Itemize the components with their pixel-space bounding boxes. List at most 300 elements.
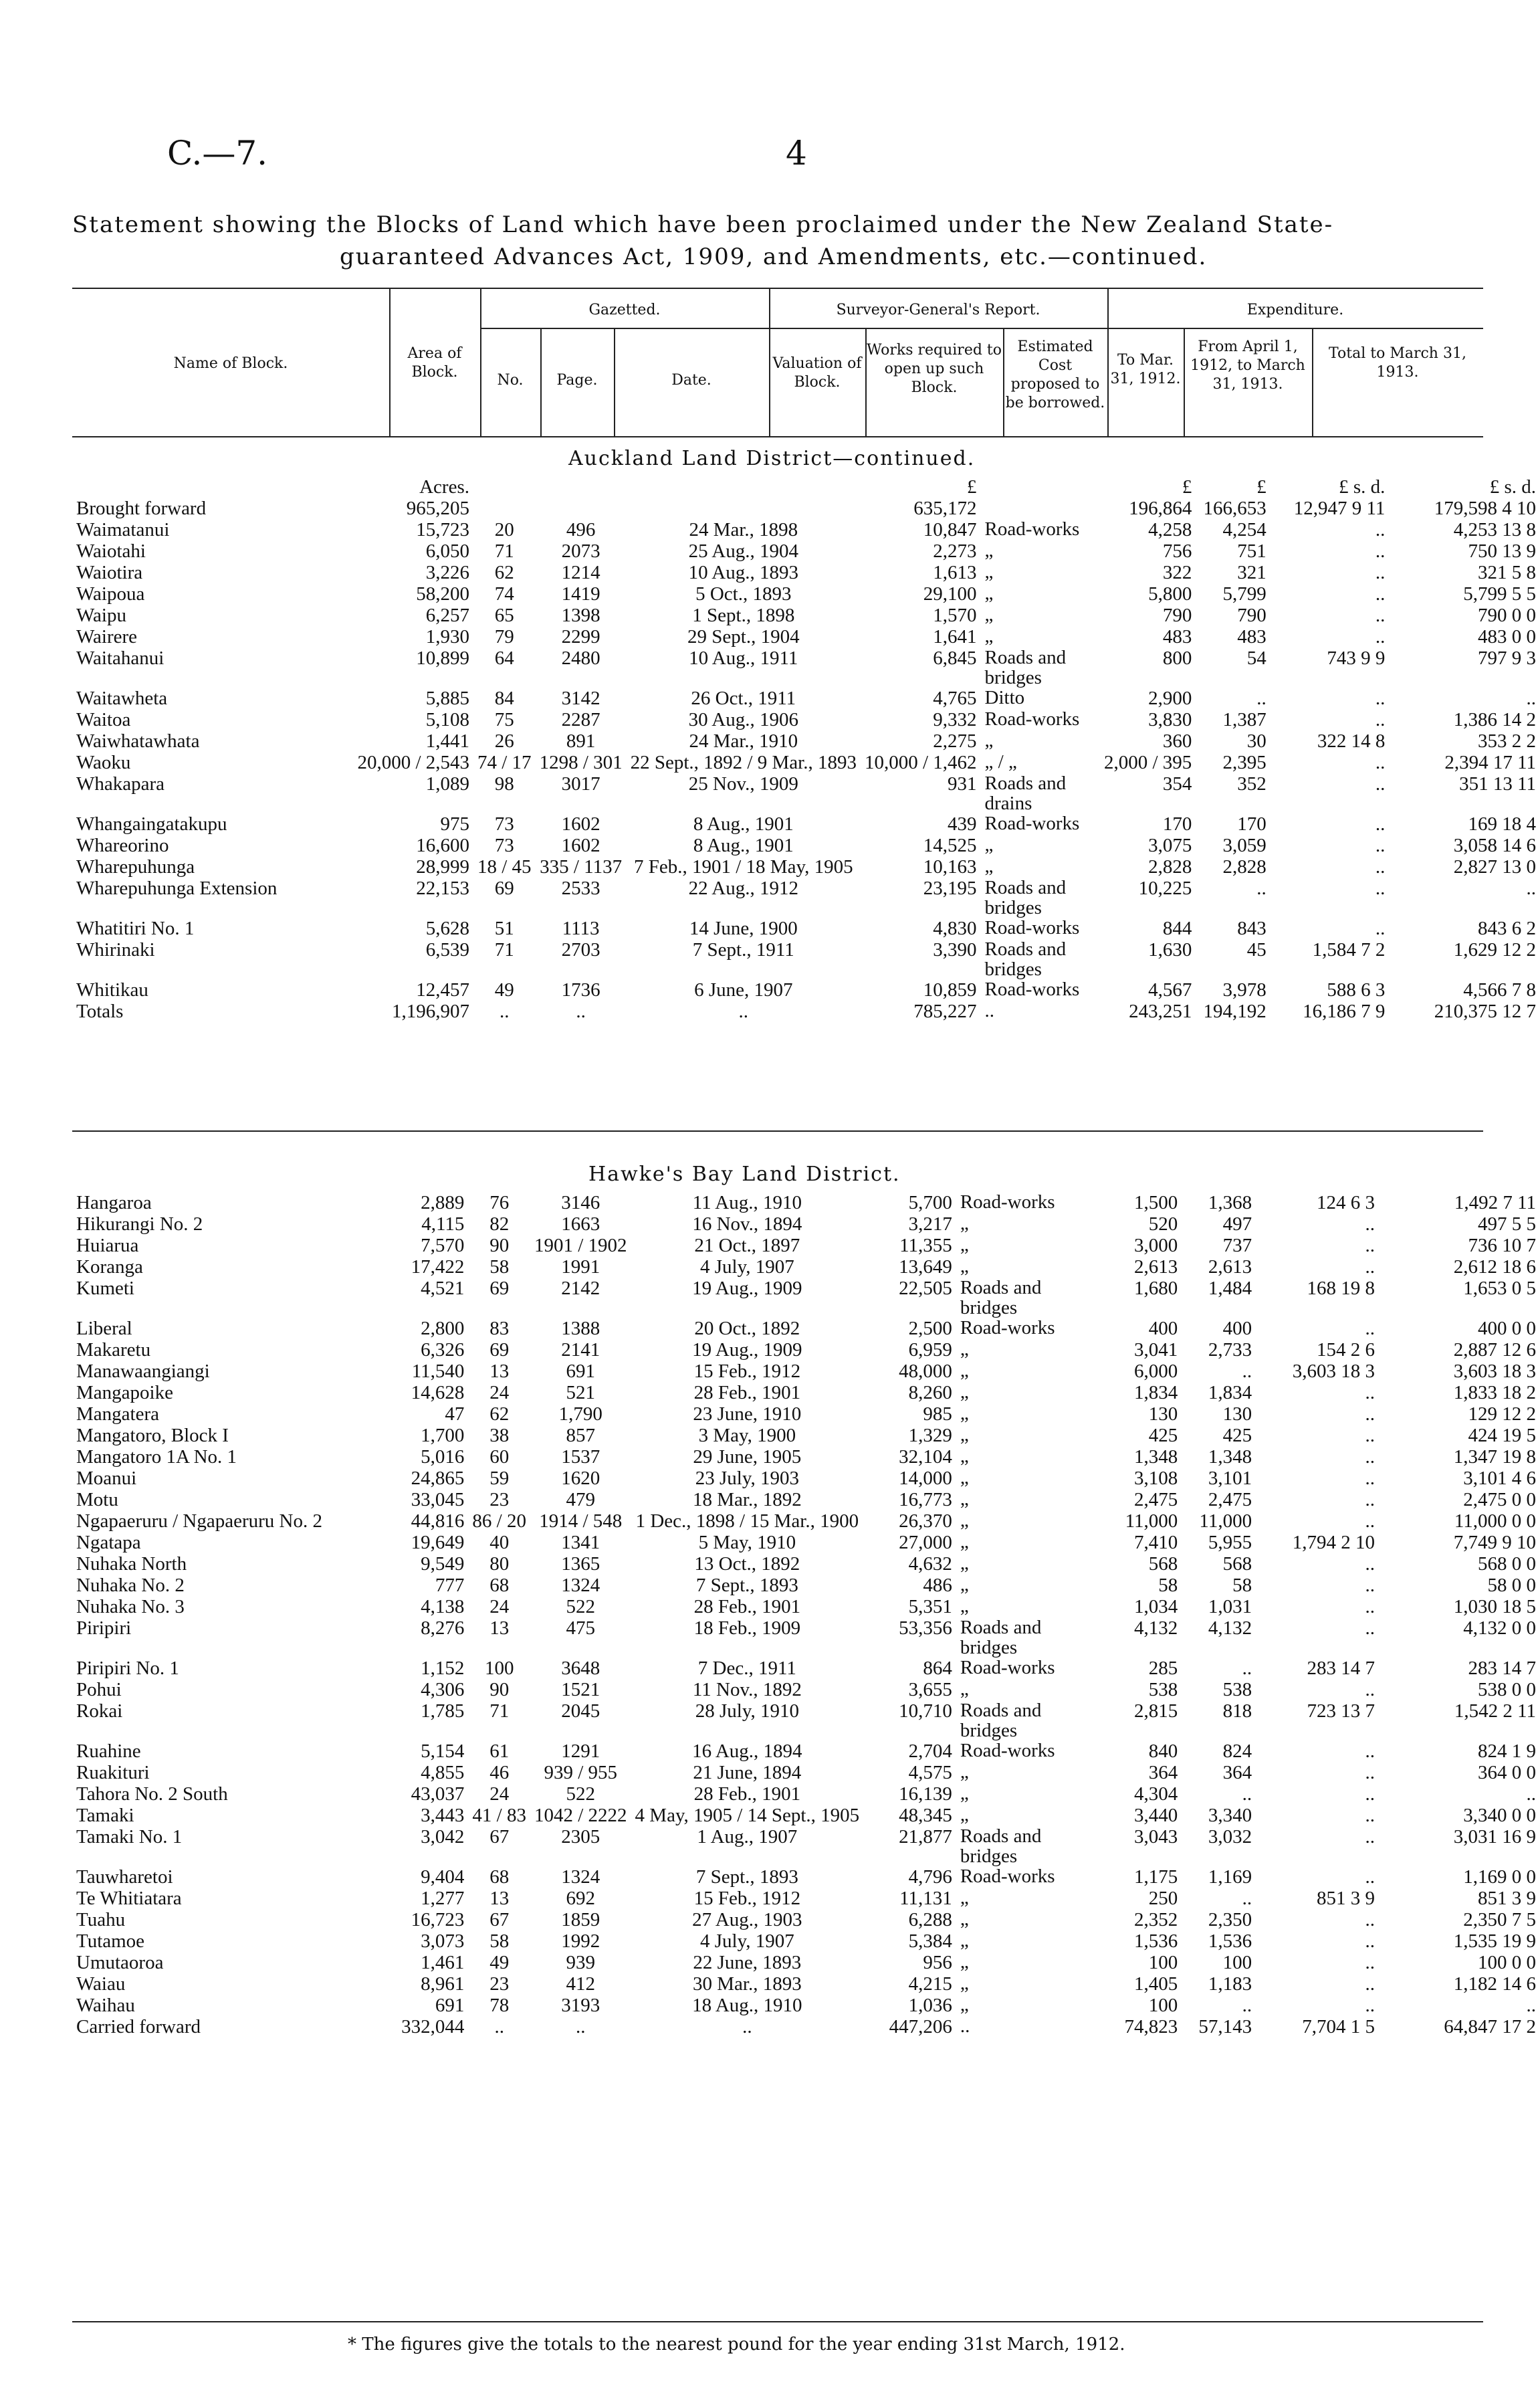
block-name: Brought forward xyxy=(76,498,207,519)
total-to-mar-1913: 824 1 9 xyxy=(1478,1740,1536,1762)
gazette-page: 522 xyxy=(566,1596,595,1617)
expenditure-to-mar-1912: 3,032 xyxy=(1208,1826,1252,1848)
header-bottom-rule xyxy=(72,436,1483,437)
total-to-mar-1913: 3,101 4 6 xyxy=(1463,1468,1536,1489)
area: 6,050 xyxy=(425,540,469,562)
works-required: „ xyxy=(960,1596,969,1617)
expenditure-to-mar-1912: 2,350 xyxy=(1208,1909,1252,1930)
valuation: 9,332 xyxy=(933,709,977,730)
expenditure-1912-13: .. xyxy=(1365,1403,1376,1425)
table-row xyxy=(72,1679,1540,1700)
gazette-no xyxy=(473,498,536,519)
works-required: Roads and bridges xyxy=(984,647,1067,688)
expenditure-1912-13: 743 9 9 xyxy=(1327,647,1386,669)
gazette-no: 59 xyxy=(489,1468,510,1489)
total-to-mar-1913: 1,182 14 6 xyxy=(1453,1973,1536,1995)
area: 20,000 / 2,543 xyxy=(357,752,469,773)
total-to-mar-1913: 364 0 0 xyxy=(1478,1762,1536,1783)
area: 965,205 xyxy=(406,498,469,519)
gazette-page: 1914 / 548 xyxy=(539,1510,623,1532)
expenditure-to-mar-1912: 4,254 xyxy=(1222,519,1267,540)
table-row xyxy=(72,709,1540,730)
area: 2,889 xyxy=(421,1192,465,1213)
block-name: Whitikau xyxy=(76,979,148,1001)
block-name: Tutamoe xyxy=(76,1930,145,1952)
block-name: Motu xyxy=(76,1489,118,1510)
valuation: 439 xyxy=(948,813,977,835)
estimated-cost: 538 xyxy=(1148,1679,1178,1700)
block-name: Moanui xyxy=(76,1468,137,1489)
expenditure-to-mar-1912: 1,183 xyxy=(1208,1973,1252,1995)
works-required: „ xyxy=(960,1805,969,1825)
works-required: Roads and bridges xyxy=(960,1826,1042,1866)
gazette-no: 67 xyxy=(489,1826,510,1848)
gazette-page: 3193 xyxy=(561,1995,600,2016)
gazette-no: 78 xyxy=(489,1995,510,2016)
gazette-no: 40 xyxy=(489,1532,510,1553)
valuation: 32,104 xyxy=(899,1446,952,1468)
gazette-date: 30 Mar., 1893 xyxy=(692,1973,802,1995)
gazette-page: 1991 xyxy=(561,1256,600,1278)
expenditure-to-mar-1912: 130 xyxy=(1222,1403,1252,1425)
gazette-no: 67 xyxy=(489,1909,510,1930)
estimated-cost: 10,225 xyxy=(1138,878,1192,899)
area: 9,549 xyxy=(421,1553,465,1575)
gazette-date: 20 Oct., 1892 xyxy=(694,1318,800,1339)
works-required: „ xyxy=(984,583,994,604)
block-name: Waiotira xyxy=(76,562,143,583)
gazette-date: 28 Feb., 1901 xyxy=(693,1382,801,1403)
gazette-date: 22 June, 1893 xyxy=(693,1952,802,1973)
table-row xyxy=(72,752,1540,773)
area: 1,277 xyxy=(421,1888,465,1909)
gazette-page: 1602 xyxy=(561,835,600,856)
gazette-date: 1 Aug., 1907 xyxy=(697,1826,798,1848)
total-to-mar-1913: 2,475 0 0 xyxy=(1463,1489,1536,1510)
estimated-cost: 196,864 xyxy=(1129,498,1192,519)
gazette-no: 86 / 20 xyxy=(472,1510,526,1532)
area: 44,816 xyxy=(411,1510,465,1532)
valuation: 5,351 xyxy=(908,1596,952,1617)
table-row xyxy=(72,688,1540,709)
area: 15,723 xyxy=(416,519,469,540)
col-works: Works required to open up such Block. xyxy=(866,342,1002,396)
estimated-cost: 2,900 xyxy=(1148,688,1192,709)
total-to-mar-1913: 790 0 0 xyxy=(1478,605,1536,626)
estimated-cost: 568 xyxy=(1148,1553,1178,1575)
gazette-no: 98 xyxy=(494,773,514,795)
gazette-page: 857 xyxy=(566,1425,595,1446)
total-to-mar-1913: 843 6 2 xyxy=(1478,918,1536,939)
estimated-cost: 7,410 xyxy=(1134,1532,1178,1553)
block-name: Hangaroa xyxy=(76,1192,152,1213)
gazette-page: 891 xyxy=(566,730,596,752)
expenditure-to-mar-1912: 751 xyxy=(1237,540,1267,562)
estimated-cost: 1,680 xyxy=(1134,1278,1178,1299)
valuation: 27,000 xyxy=(899,1532,952,1553)
area: 8,961 xyxy=(421,1973,465,1995)
valuation: 48,000 xyxy=(899,1361,952,1382)
expenditure-to-mar-1912: 3,978 xyxy=(1222,979,1267,1001)
gazette-no: 58 xyxy=(489,1930,510,1952)
block-name: Wairere xyxy=(76,626,138,647)
total-to-mar-1913: 1,169 0 0 xyxy=(1463,1866,1536,1888)
total-to-mar-1913: 3,058 14 6 xyxy=(1453,835,1536,856)
total-to-mar-1913: 5,799 5 5 xyxy=(1463,583,1536,605)
gazette-page: 412 xyxy=(566,1973,595,1995)
block-name: Liberal xyxy=(76,1318,132,1339)
area: 4,306 xyxy=(421,1679,465,1700)
works-required: „ xyxy=(960,1235,969,1256)
gazette-date: 15 Feb., 1912 xyxy=(693,1888,801,1909)
expenditure-1912-13: .. xyxy=(1365,1930,1376,1952)
gazette-page: 939 / 955 xyxy=(544,1762,618,1783)
section-separator-rule xyxy=(72,1130,1483,1132)
gazette-no: 79 xyxy=(494,626,514,647)
gazette-date: 10 Aug., 1893 xyxy=(688,562,798,583)
empty-cell xyxy=(473,476,536,498)
table-row xyxy=(72,1658,1540,1679)
gazetted-rule xyxy=(480,328,769,329)
table-row xyxy=(72,1553,1540,1575)
gazette-date: .. xyxy=(738,1001,749,1022)
gazette-no: 13 xyxy=(489,1361,510,1382)
gazette-date xyxy=(627,498,861,519)
gazette-page: 521 xyxy=(566,1382,595,1403)
gazette-date: 19 Aug., 1909 xyxy=(692,1278,802,1299)
gazette-date: 25 Nov., 1909 xyxy=(688,773,798,795)
area: 4,115 xyxy=(421,1213,465,1235)
estimated-cost: 360 xyxy=(1162,730,1192,752)
expenditure-1912-13: .. xyxy=(1365,1489,1376,1510)
expenditure-to-mar-1912: 194,192 xyxy=(1203,1001,1267,1022)
expenditure-to-mar-1912: 3,101 xyxy=(1208,1468,1252,1489)
total-to-mar-1913: 169 18 4 xyxy=(1468,813,1536,835)
gazette-no: 71 xyxy=(494,540,514,562)
table-row xyxy=(72,1995,1540,2016)
valuation: 931 xyxy=(948,773,977,795)
estimated-cost: 1,500 xyxy=(1134,1192,1178,1213)
gazette-no: 49 xyxy=(489,1952,510,1973)
gazette-date: 18 Mar., 1892 xyxy=(692,1489,802,1510)
works-required: Roads and bridges xyxy=(984,939,1067,979)
total-to-mar-1913: 797 9 3 xyxy=(1478,647,1536,669)
estimated-cost: 100 xyxy=(1148,1952,1178,1973)
works-required: „ xyxy=(960,1382,969,1403)
table-row xyxy=(72,1489,1540,1510)
col-surveyor-report: Surveyor-General's Report. xyxy=(836,302,1040,318)
valuation: 48,345 xyxy=(899,1805,952,1826)
table-row xyxy=(72,1805,1540,1826)
block-name: Whirinaki xyxy=(76,939,155,961)
table-row xyxy=(72,1930,1540,1952)
expenditure-1912-13: .. xyxy=(1375,583,1386,605)
expenditure-to-mar-1912: .. xyxy=(1256,878,1267,899)
gazette-no: 100 xyxy=(484,1658,514,1679)
valuation: 13,649 xyxy=(899,1256,952,1278)
gazette-date: 16 Aug., 1894 xyxy=(692,1740,802,1762)
expenditure-1912-13: .. xyxy=(1375,709,1386,730)
works-required: „ xyxy=(960,1575,969,1595)
gazette-date: 29 Sept., 1904 xyxy=(687,626,800,647)
block-name: Ruakituri xyxy=(76,1762,150,1783)
valuation: 26,370 xyxy=(899,1510,952,1532)
works-required: „ xyxy=(984,605,994,625)
gazette-no: 58 xyxy=(489,1256,510,1278)
block-name: Huiarua xyxy=(76,1235,139,1256)
expenditure-to-mar-1912: 483 xyxy=(1237,626,1267,647)
estimated-cost: 364 xyxy=(1148,1762,1178,1783)
col-gazetted: Gazetted. xyxy=(588,302,661,318)
total-to-mar-1913: 483 0 0 xyxy=(1478,626,1536,647)
valuation: 1,613 xyxy=(933,562,977,583)
estimated-cost: 790 xyxy=(1162,605,1192,626)
table-row xyxy=(72,939,1540,979)
expenditure-1912-13: .. xyxy=(1365,1617,1376,1639)
table-row xyxy=(72,1866,1540,1888)
expenditure-1912-13: 588 6 3 xyxy=(1327,979,1386,1001)
block-name: Ngapaeruru / Ngapaeruru No. 2 xyxy=(76,1510,322,1532)
area: 16,600 xyxy=(416,835,469,856)
gazette-date: 22 Sept., 1892 / 9 Mar., 1893 xyxy=(630,752,857,773)
expenditure-to-mar-1912: 100 xyxy=(1222,1952,1252,1973)
estimated-cost: 1,834 xyxy=(1134,1382,1178,1403)
gazette-date: 11 Nov., 1892 xyxy=(692,1679,802,1700)
estimated-cost: 100 xyxy=(1148,1995,1178,2016)
area: 3,226 xyxy=(425,562,469,583)
gazette-page: 1324 xyxy=(561,1866,600,1888)
table-row xyxy=(72,1001,1540,1022)
valuation: 3,390 xyxy=(933,939,977,961)
total-to-mar-1913: 351 13 11 xyxy=(1459,773,1536,795)
works-required: Roads and bridges xyxy=(960,1700,1042,1740)
total-to-mar-1913: 1,833 18 2 xyxy=(1453,1382,1536,1403)
block-name: Waiotahi xyxy=(76,540,146,562)
total-to-mar-1913: 1,653 0 5 xyxy=(1463,1278,1536,1299)
gazette-page: 1537 xyxy=(561,1446,600,1468)
works-required: „ xyxy=(960,1995,969,2015)
estimated-cost: 3,043 xyxy=(1134,1826,1178,1848)
works-required: „ xyxy=(960,1339,969,1360)
valuation: 2,275 xyxy=(933,730,977,752)
estimated-cost: 322 xyxy=(1162,562,1192,583)
works-required: Road-works xyxy=(960,1318,1055,1338)
total-to-mar-1913: 851 3 9 xyxy=(1478,1888,1536,1909)
area: 4,138 xyxy=(421,1596,465,1617)
expenditure-1912-13: .. xyxy=(1365,1973,1376,1995)
estimated-cost: 520 xyxy=(1148,1213,1178,1235)
expenditure-1912-13: .. xyxy=(1365,1235,1376,1256)
expenditure-1912-13: .. xyxy=(1365,1866,1376,1888)
table-row xyxy=(72,1318,1540,1339)
expenditure-1912-13: 283 14 7 xyxy=(1307,1658,1376,1679)
estimated-cost: 130 xyxy=(1148,1403,1178,1425)
expenditure-1912-13: .. xyxy=(1365,1783,1376,1805)
valuation: 5,700 xyxy=(908,1192,952,1213)
gazette-page: 1341 xyxy=(561,1532,600,1553)
gazette-page: 692 xyxy=(566,1888,595,1909)
expenditure-to-mar-1912: 2,733 xyxy=(1208,1339,1252,1361)
total-to-mar-1913: 4,132 0 0 xyxy=(1463,1617,1536,1639)
expenditure-1912-13: 322 14 8 xyxy=(1317,730,1386,752)
block-name: Carried forward xyxy=(76,2016,201,2037)
block-name: Whangaingatakupu xyxy=(76,813,227,835)
gazette-page: 475 xyxy=(566,1617,595,1639)
expenditure-to-mar-1912: 5,955 xyxy=(1208,1532,1252,1553)
block-name: Waipoua xyxy=(76,583,145,605)
gazette-date: 7 Feb., 1901 / 18 May, 1905 xyxy=(634,856,853,878)
works-required: „ xyxy=(960,1256,969,1277)
gazette-date: 4 May, 1905 / 14 Sept., 1905 xyxy=(635,1805,860,1826)
table-row xyxy=(72,813,1540,835)
block-name: Koranga xyxy=(76,1256,143,1278)
area: 5,885 xyxy=(425,688,469,709)
gazette-date: 5 May, 1910 xyxy=(698,1532,796,1553)
gazette-date: 7 Dec., 1911 xyxy=(697,1658,796,1679)
valuation: 4,632 xyxy=(908,1553,952,1575)
valuation: 2,704 xyxy=(908,1740,952,1762)
gazette-page: 1736 xyxy=(561,979,600,1001)
table-row xyxy=(72,1361,1540,1382)
gazette-date: 28 July, 1910 xyxy=(695,1700,799,1722)
gazette-page: 1,790 xyxy=(558,1403,602,1425)
area: 1,196,907 xyxy=(392,1001,469,1022)
gazette-page: 1992 xyxy=(561,1930,600,1952)
valuation: 635,172 xyxy=(913,498,977,519)
gazette-no: .. xyxy=(494,2016,504,2037)
block-name: Totals xyxy=(76,1001,124,1022)
estimated-cost: 6,000 xyxy=(1134,1361,1178,1382)
expenditure-1912-13: .. xyxy=(1365,1805,1376,1826)
table-row xyxy=(72,647,1540,688)
gazette-date: .. xyxy=(742,2016,752,2037)
col-valuation: Valuation of Block. xyxy=(772,355,862,391)
works-required: „ xyxy=(984,856,994,877)
area: 6,326 xyxy=(421,1339,465,1361)
valuation: 785,227 xyxy=(913,1001,977,1022)
total-to-mar-1913: 4,253 13 8 xyxy=(1453,519,1536,540)
block-name: Ngatapa xyxy=(76,1532,141,1553)
valuation: 6,959 xyxy=(908,1339,952,1361)
gazette-date: 18 Feb., 1909 xyxy=(693,1617,801,1639)
gazette-no: 80 xyxy=(489,1553,510,1575)
gazette-date: 24 Mar., 1898 xyxy=(689,519,798,540)
area: 691 xyxy=(435,1995,465,2016)
gazette-no: 62 xyxy=(489,1403,510,1425)
expenditure-1912-13: .. xyxy=(1365,1213,1376,1235)
works-required: „ xyxy=(984,562,994,583)
gazette-no: 20 xyxy=(494,519,514,540)
block-name: Rokai xyxy=(76,1700,123,1722)
estimated-cost: 74,823 xyxy=(1124,2016,1178,2037)
auckland-table xyxy=(72,476,1540,1022)
expenditure-1912-13: .. xyxy=(1375,519,1386,540)
total-to-mar-1913: 750 13 9 xyxy=(1468,540,1536,562)
title-line-2: guaranteed Advances Act, 1909, and Amendments, etc.—continued. xyxy=(340,243,1208,270)
works-required: „ xyxy=(984,626,994,647)
expenditure-to-mar-1912: 2,828 xyxy=(1222,856,1267,878)
gazette-date: 18 Aug., 1910 xyxy=(692,1995,802,2016)
valuation: 8,260 xyxy=(908,1382,952,1403)
valuation: 22,505 xyxy=(899,1278,952,1299)
block-name: Nuhaka No. 3 xyxy=(76,1596,185,1617)
gazette-page: 1042 / 2222 xyxy=(534,1805,627,1826)
total-to-mar-1913: 283 14 7 xyxy=(1468,1658,1536,1679)
estimated-cost: 4,132 xyxy=(1134,1617,1178,1639)
expenditure-1912-13: .. xyxy=(1365,1762,1376,1783)
area: 14,628 xyxy=(411,1382,465,1403)
gazette-date: 21 Oct., 1897 xyxy=(694,1235,800,1256)
expenditure-1912-13: 1,794 2 10 xyxy=(1292,1532,1376,1553)
expenditure-to-mar-1912: 1,484 xyxy=(1208,1278,1252,1299)
total-to-mar-1913: 2,827 13 0 xyxy=(1453,856,1536,878)
expenditure-1912-13: .. xyxy=(1375,918,1386,939)
empty-cell xyxy=(536,476,627,498)
gazette-no: 69 xyxy=(489,1278,510,1299)
gazette-date: 8 Aug., 1901 xyxy=(693,835,794,856)
table-row xyxy=(72,1425,1540,1446)
area: 17,422 xyxy=(411,1256,465,1278)
col-from-april: From April 1, 1912, to March 31, 1913. xyxy=(1190,338,1305,393)
total-to-mar-1913: 210,375 12 7 xyxy=(1434,1001,1536,1022)
table-row xyxy=(72,1783,1540,1805)
gazette-no: 64 xyxy=(494,647,514,669)
gazette-date: 27 Aug., 1903 xyxy=(692,1909,802,1930)
estimated-cost: 4,567 xyxy=(1148,979,1192,1001)
total-to-mar-1913: 2,394 17 11 xyxy=(1444,752,1536,773)
valuation: 10,859 xyxy=(923,979,977,1001)
total-to-mar-1913: 497 5 5 xyxy=(1478,1213,1536,1235)
estimated-cost: 3,108 xyxy=(1134,1468,1178,1489)
table-row xyxy=(72,1468,1540,1489)
valuation: 11,131 xyxy=(899,1888,952,1909)
expenditure-1912-13: 723 13 7 xyxy=(1307,1700,1376,1722)
total-to-mar-1913: 1,492 7 11 xyxy=(1454,1192,1536,1213)
block-name: Waoku xyxy=(76,752,131,773)
gazette-page: 479 xyxy=(566,1489,595,1510)
gazette-page: 1324 xyxy=(561,1575,600,1596)
estimated-cost: 58 xyxy=(1158,1575,1178,1596)
table-row xyxy=(72,562,1540,583)
table-row xyxy=(72,498,1540,519)
works-required: „ xyxy=(960,1468,969,1488)
area: 11,540 xyxy=(411,1361,465,1382)
area: 1,441 xyxy=(425,730,469,752)
gazette-no: 69 xyxy=(489,1339,510,1361)
area: 3,443 xyxy=(421,1805,465,1826)
expenditure-to-mar-1912: 321 xyxy=(1237,562,1267,583)
block-name: Mangapoike xyxy=(76,1382,173,1403)
gazette-date: 23 June, 1910 xyxy=(693,1403,802,1425)
total-to-mar-1913: 100 0 0 xyxy=(1478,1952,1536,1973)
works-required: „ xyxy=(960,1553,969,1574)
estimated-cost: 3,440 xyxy=(1134,1805,1178,1826)
hawkes-bay-table xyxy=(72,1192,1540,2037)
valuation: 10,163 xyxy=(923,856,977,878)
table-row xyxy=(72,2016,1540,2037)
area: 16,723 xyxy=(411,1909,465,1930)
area: 5,154 xyxy=(421,1740,465,1762)
expenditure-rule xyxy=(1107,328,1483,329)
gazette-no: 60 xyxy=(489,1446,510,1468)
expenditure-1912-13: .. xyxy=(1365,1575,1376,1596)
area: 975 xyxy=(440,813,469,835)
gazette-no: 24 xyxy=(489,1382,510,1403)
block-name: Waihau xyxy=(76,1995,135,2016)
unit-label: £ xyxy=(1182,476,1192,498)
gazette-date: 7 Sept., 1911 xyxy=(692,939,794,961)
gazette-no: 18 / 45 xyxy=(477,856,532,878)
